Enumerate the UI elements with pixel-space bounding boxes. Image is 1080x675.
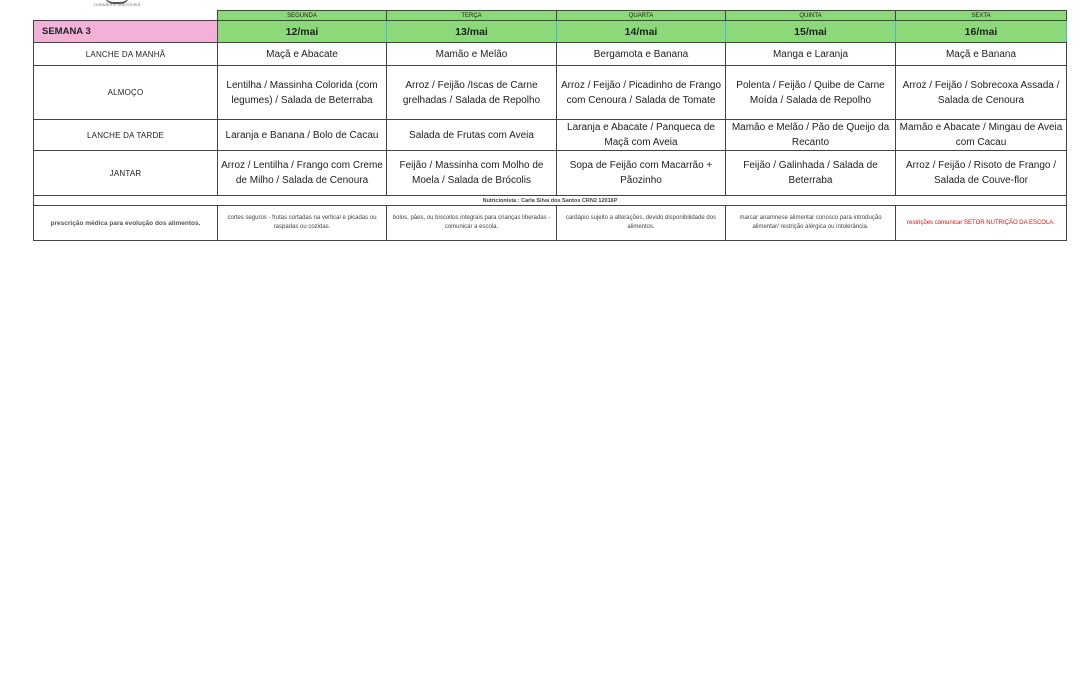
nutritionist-row	[34, 196, 1067, 206]
meal-cell: Bergamota e Banana	[557, 43, 726, 66]
meal-label: LANCHE DA TARDE	[34, 120, 218, 151]
nutritionist-credit: Nutricionista : Carla Silva dos Santos CRN2 12016P	[34, 196, 1067, 206]
weekday-cell: QUARTA	[557, 11, 726, 21]
meal-cell: Laranja e Abacate / Panqueca de Maçã com Aveia	[557, 120, 726, 151]
meal-cell: Arroz / Feijão / Picadinho de Frango com Cenoura / Salada de Tomate	[557, 66, 726, 120]
date-cell: 13/mai	[387, 21, 557, 43]
note-cell: cortes seguros - frutas cortadas na vertical e picadas ou raspadas ou cozidas.	[218, 206, 387, 241]
meal-cell: Sopa de Feijão com Macarrão + Pãozinho	[557, 151, 726, 196]
weekday-cell: SEXTA	[896, 11, 1067, 21]
meal-row-almoco	[34, 66, 1067, 120]
note-cell-highlight: restrições comunicar SETOR NUTRIÇÃO DA ESCOLA.	[896, 206, 1067, 241]
note-cell: cardápio sujeito a alterações, devido disponibilidade dos alimentos.	[557, 206, 726, 241]
date-cell: 15/mai	[726, 21, 896, 43]
meal-cell: Arroz / Lentilha / Frango com Creme de Milho / Salada de Cenoura	[218, 151, 387, 196]
date-cell: 16/mai	[896, 21, 1067, 43]
meal-cell: Feijão / Galinhada / Salada de Beterraba	[726, 151, 896, 196]
notes-label: prescrição médica para evolução dos alimentos.	[34, 206, 218, 241]
meal-cell: Mamão e Melão	[387, 43, 557, 66]
meal-cell: Maçã e Abacate	[218, 43, 387, 66]
meal-cell: Laranja e Banana / Bolo de Cacau	[218, 120, 387, 151]
meal-label: JANTAR	[34, 151, 218, 196]
date-row	[34, 21, 1067, 43]
meal-cell: Arroz / Feijão /Iscas de Carne grelhadas / Salada de Repolho	[387, 66, 557, 120]
note-cell: marcar anamnese alimentar conosco para introdução alimentar/ restrição alérgica ou intolerância.	[726, 206, 896, 241]
meal-cell: Mamão e Melão / Pão de Queijo da Recanto	[726, 120, 896, 151]
meal-cell: Lentilha / Massinha Colorida (com legumes) / Salada de Beterraba	[218, 66, 387, 120]
corner-cell	[34, 11, 218, 21]
meal-cell: Arroz / Feijão / Risoto de Frango / Salada de Couve-flor	[896, 151, 1067, 196]
meal-cell: Arroz / Feijão / Sobrecoxa Assada / Salada de Cenoura	[896, 66, 1067, 120]
meal-label: LANCHE DA MANHÃ	[34, 43, 218, 66]
logo-subtitle: consultório nutricional	[93, 3, 141, 8]
weekday-cell: QUINTA	[726, 11, 896, 21]
meal-cell: Feijão / Massinha com Molho de Moela / Salada de Brócolis	[387, 151, 557, 196]
meal-cell: Polenta / Feijão / Quibe de Carne Moída / Salada de Repolho	[726, 66, 896, 120]
date-cell: 12/mai	[218, 21, 387, 43]
meal-row-jantar	[34, 151, 1067, 196]
meal-label: ALMOÇO	[34, 66, 218, 120]
meal-cell: Manga e Laranja	[726, 43, 896, 66]
meal-cell: Maçã e Banana	[896, 43, 1067, 66]
meal-cell: Salada de Frutas com Aveia	[387, 120, 557, 151]
weekday-cell: SEGUNDA	[218, 11, 387, 21]
week-label: SEMANA 3	[34, 21, 218, 43]
meal-row-lanche-tarde	[34, 120, 1067, 151]
weekday-row	[34, 11, 1067, 21]
notes-row	[34, 206, 1067, 241]
date-cell: 14/mai	[557, 21, 726, 43]
weekly-menu-table	[33, 10, 1067, 241]
meal-cell: Mamão e Abacate / Mingau de Aveia com Cacau	[896, 120, 1067, 151]
weekday-cell: TERÇA	[387, 11, 557, 21]
note-cell: bolos, pães, ou biscoitos integrais para crianças liberadas - comunicar a escola.	[387, 206, 557, 241]
meal-row-lanche-manha	[34, 43, 1067, 66]
